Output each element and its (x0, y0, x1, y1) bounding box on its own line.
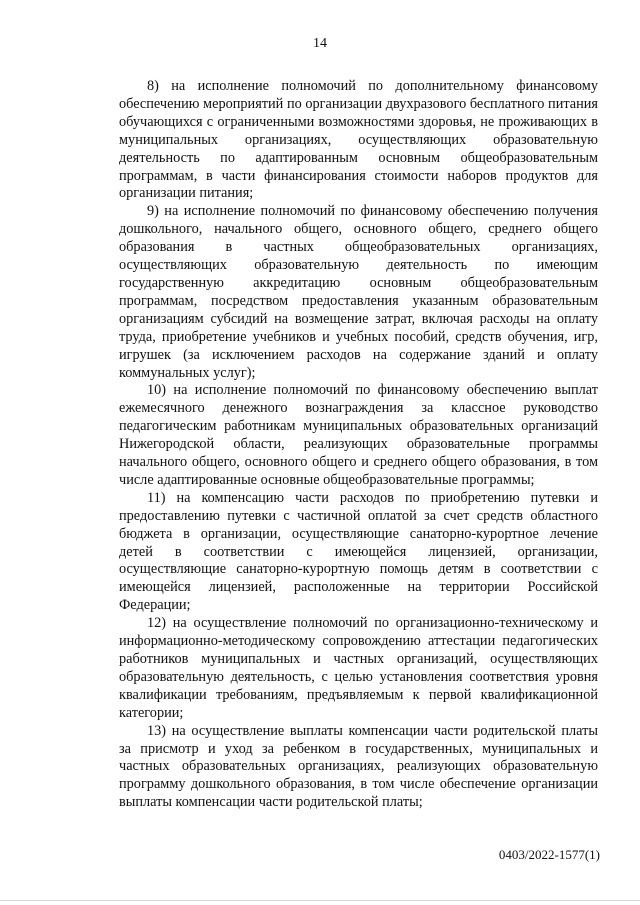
paragraph-item-8: 8) на исполнение полномочий по дополнительному финансовому обеспечению мероприятий по организации двухразового бесплатного питания обучающихся с ограниченными возможностями здоровья, не проживающих в муниципальных организациях, осуществляющих образовательную деятельность по адаптированным основным общеобразовательным программам, в части финансирования стоимости наборов продуктов для организации питания; (119, 78, 598, 202)
paragraph-item-10: 10) на исполнение полномочий по финансовому обеспечению выплат ежемесячного денежного вознаграждения за классное руководство педагогическим работникам муниципальных образовательных организаций Нижегородской области, реализующих образовательные программы начального общего, основного общего и среднего общего образования, в том числе адаптированные основные общеобразовательные программы; (119, 382, 598, 488)
document-body (119, 78, 598, 812)
paragraph-item-9: 9) на исполнение полномочий по финансовому обеспечению получения дошкольного, начального общего, основного общего, среднего общего образования в частных общеобразовательных организациях, осуществляющих образовательную деятельность по имеющим государственную аккредитацию основным общеобразовательным программам, посредством предоставления указанным образовательным организациям субсидий на возмещение затрат, включая расходы на оплату труда, приобретение учебников и учебных пособий, средств обучения, игр, игрушек (за исключением расходов на содержание зданий и оплату коммунальных услуг); (119, 203, 598, 381)
paragraph-item-13: 13) на осуществление выплаты компенсации части родительской платы за присмотр и уход за ребенком в государственных, муниципальных и частных образовательных организациях, реализующих образовательную программу дошкольного образования, в том числе обеспечение организации выплаты компенсации части родительской платы; (119, 722, 598, 811)
document-code: 0403/2022-1577(1) (498, 847, 600, 862)
scan-edge-line (0, 900, 640, 901)
paragraph-item-11: 11) на компенсацию части расходов по приобретению путевки и предоставлению путевки с частичной оплатой за счет средств областного бюджета в организации, осуществляющие санаторно-курортное лечение детей в соответствии с имеющейся лицензией, организации, осуществляющие санаторно-курортную помощь детям в соответствии с имеющейся лицензией, расположенные на территории Российской Федерации; (119, 489, 598, 614)
page-number: 14 (313, 36, 327, 51)
paragraph-item-12: 12) на осуществление полномочий по организационно-техническому и информационно-методическому сопровождению аттестации педагогических работников муниципальных и частных организаций, осуществляющих образовательную деятельность, с целью установления соответствия уровня квалификации требованиям, предъявляемым к первой квалификационной категории; (119, 615, 598, 721)
